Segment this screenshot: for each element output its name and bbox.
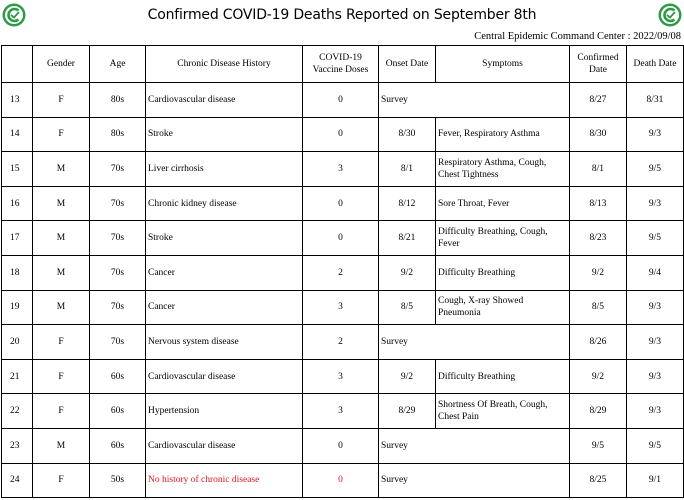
cell-confirmed: 9/2 xyxy=(570,255,627,290)
cell-age: 70s xyxy=(90,290,146,325)
cell-history: Stroke xyxy=(146,221,303,256)
cell-doses: 3 xyxy=(303,394,379,429)
cell-doses: 0 xyxy=(303,83,379,118)
col-header-history: Chronic Disease History xyxy=(146,46,303,83)
cell-death: 9/3 xyxy=(627,359,684,394)
cell-death: 9/5 xyxy=(627,221,684,256)
cell-index: 20 xyxy=(2,325,33,360)
cell-history: Nervous system disease xyxy=(146,325,303,360)
cell-onset: 9/2 xyxy=(379,255,436,290)
cell-age: 50s xyxy=(90,463,146,498)
cell-death: 9/3 xyxy=(627,117,684,152)
cell-gender: F xyxy=(33,463,90,498)
table-row xyxy=(2,117,684,152)
cell-death: 8/31 xyxy=(627,83,684,118)
cell-doses: 3 xyxy=(303,152,379,187)
col-header-onset: Onset Date xyxy=(379,46,436,83)
cell-symptoms: Fever, Respiratory Asthma xyxy=(436,117,570,152)
col-header-age: Age xyxy=(90,46,146,83)
cell-onset: 8/5 xyxy=(379,290,436,325)
cell-history: Cardiovascular disease xyxy=(146,428,303,463)
table-row xyxy=(2,221,684,256)
cell-confirmed: 8/29 xyxy=(570,394,627,429)
cell-doses: 0 xyxy=(303,428,379,463)
cell-age: 80s xyxy=(90,83,146,118)
table-row xyxy=(2,83,684,118)
cell-symptoms: Difficulty Breathing xyxy=(436,359,570,394)
cell-confirmed: 8/23 xyxy=(570,221,627,256)
cell-onset-survey: Survey xyxy=(379,325,570,360)
cell-confirmed: 8/1 xyxy=(570,152,627,187)
cell-death: 9/5 xyxy=(627,428,684,463)
table-row xyxy=(2,255,684,290)
table-row xyxy=(2,463,684,498)
source-date: Central Epidemic Command Center : 2022/09/08 xyxy=(474,31,681,42)
table-row xyxy=(2,186,684,221)
cell-index: 23 xyxy=(2,428,33,463)
table-row xyxy=(2,428,684,463)
cell-doses: 0 xyxy=(303,186,379,221)
cell-index: 17 xyxy=(2,221,33,256)
cell-gender: F xyxy=(33,394,90,429)
cell-confirmed: 9/5 xyxy=(570,428,627,463)
cell-history: Stroke xyxy=(146,117,303,152)
cell-onset: 9/2 xyxy=(379,359,436,394)
cell-symptoms: Respiratory Asthma, Cough, Chest Tightness xyxy=(436,152,570,187)
cell-index: 14 xyxy=(2,117,33,152)
cell-doses: 0 xyxy=(303,117,379,152)
cell-onset-survey: Survey xyxy=(379,428,570,463)
table-row xyxy=(2,290,684,325)
cell-confirmed: 8/27 xyxy=(570,83,627,118)
table-row xyxy=(2,394,684,429)
col-header-gender: Gender xyxy=(33,46,90,83)
cell-age: 70s xyxy=(90,152,146,187)
col-header-symptoms: Symptoms xyxy=(436,46,570,83)
cell-confirmed: 8/13 xyxy=(570,186,627,221)
cell-history: Hypertension xyxy=(146,394,303,429)
cell-history: Cardiovascular disease xyxy=(146,83,303,118)
cell-death: 9/4 xyxy=(627,255,684,290)
cell-doses: 3 xyxy=(303,359,379,394)
col-header-death: Death Date xyxy=(627,46,684,83)
cell-history: Liver cirrhosis xyxy=(146,152,303,187)
cell-symptoms: Difficulty Breathing xyxy=(436,255,570,290)
cell-age: 60s xyxy=(90,359,146,394)
cell-confirmed: 8/30 xyxy=(570,117,627,152)
table-row xyxy=(2,325,684,360)
cell-age: 60s xyxy=(90,394,146,429)
page-title: Confirmed COVID-19 Deaths Reported on September 8th xyxy=(147,7,537,23)
cell-index: 19 xyxy=(2,290,33,325)
cell-age: 60s xyxy=(90,428,146,463)
cell-doses: 3 xyxy=(303,290,379,325)
cell-age: 70s xyxy=(90,186,146,221)
cell-death: 9/3 xyxy=(627,290,684,325)
col-header-doses: COVID-19 Vaccine Doses xyxy=(303,46,379,83)
cell-gender: M xyxy=(33,290,90,325)
cell-onset: 8/12 xyxy=(379,186,436,221)
cell-gender: M xyxy=(33,255,90,290)
cell-index: 18 xyxy=(2,255,33,290)
cell-doses: 0 xyxy=(303,221,379,256)
cell-doses: 2 xyxy=(303,325,379,360)
cell-symptoms: Cough, X-ray Showed Pneumonia xyxy=(436,290,570,325)
cell-symptoms: Sore Throat, Fever xyxy=(436,186,570,221)
cell-confirmed: 9/2 xyxy=(570,359,627,394)
cell-history: Cardiovascular disease xyxy=(146,359,303,394)
cell-onset: 8/30 xyxy=(379,117,436,152)
cell-symptoms: Shortness Of Breath, Cough, Chest Pain xyxy=(436,394,570,429)
cell-index: 22 xyxy=(2,394,33,429)
cell-index: 16 xyxy=(2,186,33,221)
cell-age: 70s xyxy=(90,221,146,256)
cell-gender: F xyxy=(33,325,90,360)
cell-death: 9/5 xyxy=(627,152,684,187)
cell-gender: F xyxy=(33,83,90,118)
cell-index: 24 xyxy=(2,463,33,498)
cell-history: Cancer xyxy=(146,290,303,325)
cell-onset-survey: Survey xyxy=(379,83,570,118)
cell-gender: F xyxy=(33,359,90,394)
cell-index: 13 xyxy=(2,83,33,118)
cell-age: 70s xyxy=(90,325,146,360)
cell-history: Chronic kidney disease xyxy=(146,186,303,221)
cell-gender: M xyxy=(33,221,90,256)
table-header-row xyxy=(2,46,684,83)
cell-death: 9/1 xyxy=(627,463,684,498)
cell-onset: 8/29 xyxy=(379,394,436,429)
cell-index: 21 xyxy=(2,359,33,394)
cell-history: Cancer xyxy=(146,255,303,290)
cell-death: 9/3 xyxy=(627,394,684,429)
col-header-confirmed: Confirmed Date xyxy=(570,46,627,83)
cell-death: 9/3 xyxy=(627,186,684,221)
cell-gender: M xyxy=(33,152,90,187)
cell-age: 70s xyxy=(90,255,146,290)
cell-gender: M xyxy=(33,186,90,221)
cell-gender: M xyxy=(33,428,90,463)
cell-age: 80s xyxy=(90,117,146,152)
cell-onset-survey: Survey xyxy=(379,463,570,498)
cell-onset: 8/21 xyxy=(379,221,436,256)
cell-history: No history of chronic disease xyxy=(146,463,303,498)
col-header-index xyxy=(2,46,33,83)
cell-index: 15 xyxy=(2,152,33,187)
table-row xyxy=(2,152,684,187)
cell-death: 9/3 xyxy=(627,325,684,360)
cell-symptoms: Difficulty Breathing, Cough, Fever xyxy=(436,221,570,256)
cell-gender: F xyxy=(33,117,90,152)
cell-confirmed: 8/25 xyxy=(570,463,627,498)
table-row xyxy=(2,359,684,394)
cell-confirmed: 8/26 xyxy=(570,325,627,360)
cell-onset: 8/1 xyxy=(379,152,436,187)
cell-confirmed: 8/5 xyxy=(570,290,627,325)
deaths-table xyxy=(1,45,684,498)
cell-doses: 0 xyxy=(303,463,379,498)
cell-doses: 2 xyxy=(303,255,379,290)
